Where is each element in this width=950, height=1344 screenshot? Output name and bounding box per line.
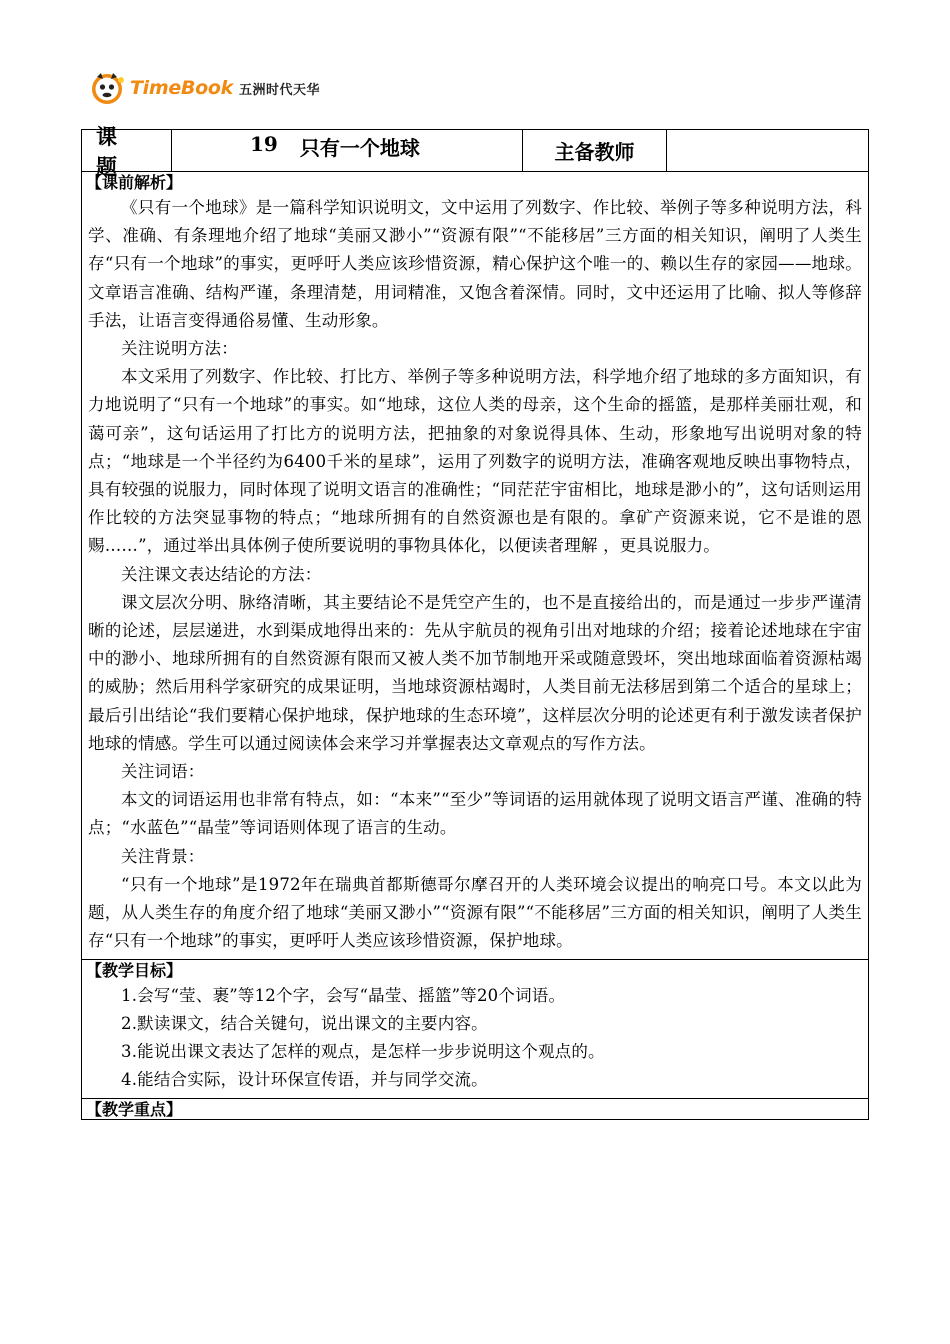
brand-logo [88, 68, 320, 108]
goals-section [82, 960, 868, 1099]
timebook-mascot-icon [88, 70, 126, 106]
key-points-section [82, 1099, 868, 1119]
analysis-paragraph: 《只有一个地球》是一篇科学知识说明文，文中运用了列数字、作比较、举例子等多种说明方法，科学、准确、有条理地介绍了地球“美丽又渺小”“资源有限”“不能移居”三方面的相关知识，阐明了人类生存“只有一个地球”的事实，更呼吁人类应该珍惜资源，精心保护这个唯一的、赖以生存的家园——地球。文章语言准确、结构严谨，条理清楚，用词精准，又饱含着深情。同时，文中还运用了比喻、拟人等修辞手法，让语言变得通俗易懂、生动形象。 [88, 198, 862, 330]
analysis-heading: 【课前解析】 [86, 173, 183, 192]
analysis-paragraph: “只有一个地球”是1972年在瑞典首都斯德哥尔摩召开的人类环境会议提出的响亮口号。本文以此为题，从人类生存的角度介绍了地球“美丽又渺小”“资源有限”“不能移居”三方面的相关知识，阐明了人类生存“只有一个地球”的事实，更呼吁人类应该珍惜资源，保护地球。 [88, 874, 862, 951]
goal-item: 2.默读课文，结合关键句，说出课文的主要内容。 [121, 1014, 488, 1034]
teacher-value [667, 130, 868, 171]
analysis-paragraph: 本文采用了列数字、作比较、打比方、举例子等多种说明方法，科学地介绍了地球的多方面知识，有力地说明了“只有一个地球”的事实。如“地球，这位人类的母亲，这个生命的摇篮，是那样美丽壮观，和蔼可亲”，这句话运用了打比方的说明方法，把抽象的对象说得具体、生动，形象地写出说明对象的特点；“地球是一个半径约为6400千米的星球”，运用了列数字的说明方法，准确客观地反映出事物特点，具有较强的说服力，同时体现了说明文语言的准确性；“同茫茫宇宙相比，地球是渺小的”，这句话则运用作比较的方法突显事物的特点；“地球所拥有的自然资源也是有限的。拿矿产资源来说，它不是谁的恩赐……”，通过举出具体例子使所要说明的事物具体化，以便读者理解 ，更具说服力。 [88, 367, 862, 556]
course-label: 课 题 [82, 130, 172, 171]
lesson-number: 19 [250, 132, 278, 156]
lesson-plan-table [81, 123, 869, 1120]
goal-item: 4.能结合实际，设计环保宣传语，并与同学交流。 [121, 1070, 488, 1090]
brand-name-cn: 五洲时代天华 [238, 82, 320, 98]
analysis-paragraph: 本文的词语运用也非常有特点，如：“本来”“至少”等词语的运用就体现了说明文语言严谨、准确的特点；“水蓝色”“晶莹”等词语则体现了语言的生动。 [88, 790, 862, 838]
analysis-section [82, 172, 868, 960]
goals-heading: 【教学目标】 [86, 961, 183, 981]
analysis-paragraph: 关注词语： [121, 762, 205, 782]
analysis-paragraph: 关注背景： [121, 846, 205, 866]
goal-item: 3.能说出课文表达了怎样的观点，是怎样一步步说明这个观点的。 [121, 1042, 605, 1062]
analysis-paragraph: 关注课文表达结论的方法： [121, 564, 322, 584]
lesson-title: 只有一个地球 [299, 136, 420, 160]
key-points-heading: 【教学重点】 [86, 1100, 183, 1120]
teacher-label: 主备教师 [523, 130, 667, 171]
goal-item: 1.会写“莹、裹”等12个字，会写“晶莹、摇篮”等20个词语。 [121, 986, 566, 1006]
brand-name: TimeBook [130, 77, 233, 99]
analysis-paragraph: 课文层次分明、脉络清晰，其主要结论不是凭空产生的，也不是直接给出的，而是通过一步步严谨清晰的论述，层层递进，水到渠成地得出来的：先从宇航员的视角引出对地球的介绍；接着论述地球在宇宙中的渺小、地球所拥有的自然资源有限而又被人类不加节制地开采或随意毁坏，突出地球面临着资源枯竭的威胁；然后用科学家研究的成果证明，当地球资源枯竭时，人类目前无法移居到第二个适合的星球上；最后引出结论“我们要精心保护地球，保护地球的生态环境”，这样层次分明的论述更有利于激发读者保护地球的情感。学生可以通过阅读体会来学习并掌握表达文章观点的写作方法。 [88, 592, 862, 753]
lesson-title-cell [172, 130, 523, 171]
analysis-paragraph: 关注说明方法： [121, 339, 238, 359]
header-row [82, 123, 868, 179]
